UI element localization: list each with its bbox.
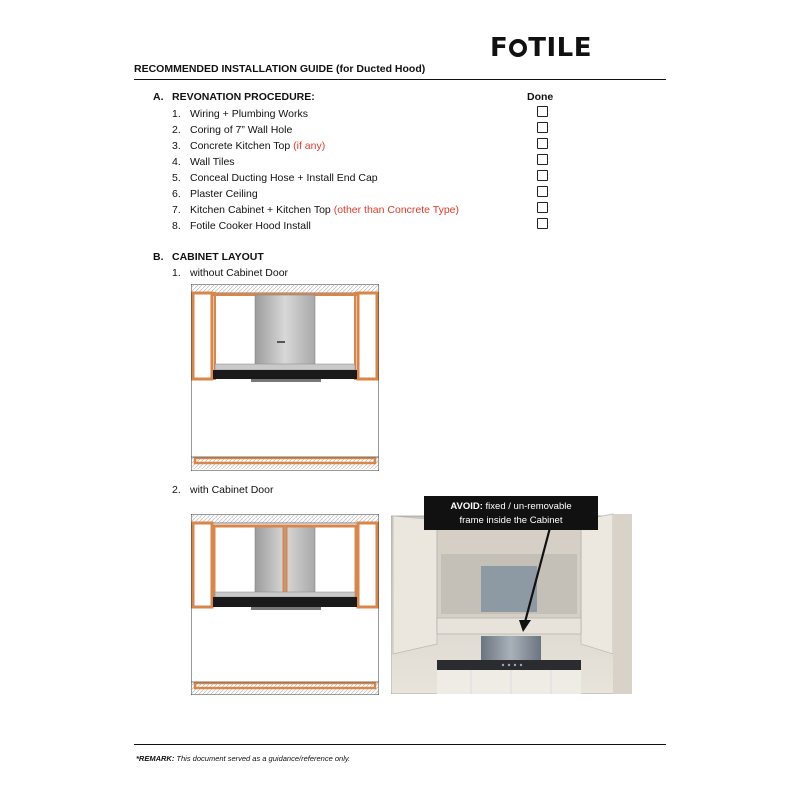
done-checkbox-7[interactable]	[537, 202, 548, 213]
procedure-item	[172, 171, 378, 185]
logo-text-start: F	[490, 33, 509, 63]
item-number: 1.	[172, 108, 181, 120]
item-text: Wall Tiles	[190, 156, 235, 168]
callout-line-2: frame inside the Cabinet	[459, 515, 563, 526]
item-number: 2.	[172, 484, 181, 496]
done-checkbox-6[interactable]	[537, 186, 548, 197]
item-text: Conceal Ducting Hose + Install End Cap	[190, 172, 378, 184]
item-text: with Cabinet Door	[190, 484, 274, 496]
item-note: (other than Concrete Type)	[333, 204, 459, 216]
section-b-letter: B.	[153, 251, 164, 263]
item-number: 4.	[172, 156, 181, 168]
item-text: Kitchen Cabinet + Kitchen Top	[190, 204, 334, 216]
procedure-item	[172, 107, 308, 121]
item-number: 7.	[172, 204, 181, 216]
item-text: Plaster Ceiling	[190, 188, 258, 200]
layout-item	[172, 483, 273, 497]
done-column-header: Done	[527, 91, 554, 103]
cabinet-photo	[391, 494, 632, 694]
item-number: 2.	[172, 124, 181, 136]
logo-text-end: TILE	[528, 33, 593, 63]
remark-label: *REMARK:	[136, 754, 175, 763]
remark-note	[136, 754, 350, 763]
procedure-item	[172, 155, 235, 169]
done-checkbox-4[interactable]	[537, 154, 548, 165]
procedure-item	[172, 203, 459, 217]
section-b-heading: CABINET LAYOUT	[172, 251, 264, 263]
remark-text: This document served as a guidance/reference only.	[174, 754, 351, 763]
procedure-item	[172, 219, 311, 233]
item-text: Fotile Cooker Hood Install	[190, 220, 311, 232]
done-checkbox-1[interactable]	[537, 106, 548, 117]
done-checkbox-2[interactable]	[537, 122, 548, 133]
header-divider	[134, 79, 666, 80]
item-number: 1.	[172, 267, 181, 279]
section-a-letter: A.	[153, 91, 164, 103]
item-text: without Cabinet Door	[190, 267, 289, 279]
footer-divider	[134, 744, 666, 745]
layout-item	[172, 266, 288, 280]
item-text: Coring of 7” Wall Hole	[190, 124, 293, 136]
section-a-heading: REVONATION PROCEDURE:	[172, 91, 315, 103]
item-number: 3.	[172, 140, 181, 152]
done-checkbox-8[interactable]	[537, 218, 548, 229]
cabinet-diagram-with-door	[191, 514, 379, 695]
logo-o-icon	[509, 39, 527, 57]
cabinet-diagram-without-door	[191, 284, 379, 471]
procedure-item	[172, 123, 292, 137]
document-title: RECOMMENDED INSTALLATION GUIDE (for Ducted Hood)	[134, 63, 426, 75]
callout-line-1: AVOID: fixed / un-removable	[450, 501, 572, 512]
item-number: 8.	[172, 220, 181, 232]
procedure-item	[172, 187, 258, 201]
item-text: Concrete Kitchen Top	[190, 140, 294, 152]
item-text: Wiring + Plumbing Works	[190, 108, 308, 120]
procedure-item	[172, 139, 325, 153]
fotile-logo	[490, 33, 592, 63]
item-number: 5.	[172, 172, 181, 184]
done-checkbox-3[interactable]	[537, 138, 548, 149]
item-note: (if any)	[293, 140, 326, 152]
item-number: 6.	[172, 188, 181, 200]
done-checkbox-5[interactable]	[537, 170, 548, 181]
